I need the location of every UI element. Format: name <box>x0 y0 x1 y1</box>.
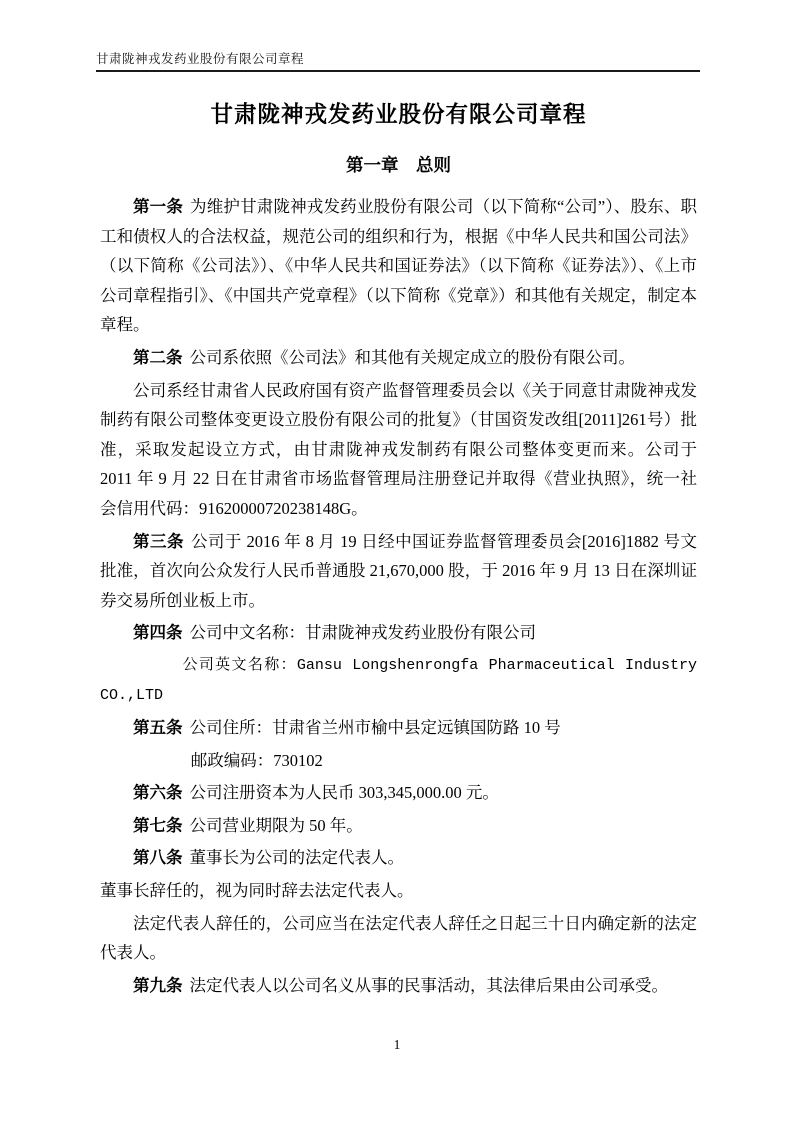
page-footer <box>0 1036 794 1054</box>
article-paragraph-3 <box>100 527 697 616</box>
article-paragraph-8-continuation-2 <box>100 909 697 968</box>
article-label: 第九条 <box>133 975 183 995</box>
article-text: 董事长辞任的，视为同时辞去法定代表人。 <box>100 881 414 901</box>
header-title: 甘肃陇神戎发药业股份有限公司章程 <box>96 52 305 66</box>
article-label: 第三条 <box>133 531 184 551</box>
article-paragraph-5 <box>100 713 697 743</box>
article-text: 公司系依照《公司法》和其他有关规定成立的股份有限公司。 <box>189 347 635 367</box>
article-label: 第二条 <box>133 347 183 367</box>
article-text: 法定代表人以公司名义从事的民事活动，其法律后果由公司承受。 <box>189 975 668 995</box>
article-label: 第五条 <box>133 718 183 738</box>
article-paragraph-6 <box>100 778 697 808</box>
article-text: 公司系经甘肃省人民政府国有资产监督管理委员会以《关于同意甘肃陇神戎发制药有限公司整体变更设立股份有限公司的批复》（甘国资发改组[2011]261号）批准，采取发起设立方式，由甘肃陇神戎发制药有限公司整体变更而来。公司于 2011 年 9 月 22 日在甘肃省市场监督管理局注册登记并取得《营业执照》，统一社会信用代码：91620000720238148G。 <box>100 380 697 518</box>
header-rule <box>96 70 700 72</box>
article-label: 第七条 <box>133 815 183 835</box>
article-text: 公司中文名称：甘肃陇神戎发药业股份有限公司 <box>189 623 536 643</box>
article-paragraph-2-continuation <box>100 376 697 524</box>
article-text: 公司注册资本为人民币 303,345,000.00 元。 <box>189 783 499 803</box>
article-paragraph-8 <box>100 843 697 873</box>
article-text: 公司营业期限为 50 年。 <box>189 815 363 835</box>
article-paragraph-8-continuation <box>100 876 697 906</box>
article-label: 第六条 <box>133 783 183 803</box>
article-label: 第四条 <box>133 623 183 643</box>
article-paragraph-4-english-name <box>100 651 697 710</box>
article-label: 第八条 <box>133 848 183 868</box>
page-header <box>96 52 700 72</box>
article-text: 公司住所：甘肃省兰州市榆中县定远镇国防路 10 号 <box>189 718 561 738</box>
article-text: 为维护甘肃陇神戎发药业股份有限公司（以下简称“公司”）、股东、职工和债权人的合法权益，规范公司的组织和行为，根据《中华人民共和国公司法》（以下简称《公司法》）、《中华人民共和国证券法》（以下简称《证券法》）、《上市公司章程指引》、《中国共产党章程》（以下简称《党章》）和其他有关规定，制定本章程。 <box>100 197 697 335</box>
article-text: 公司于 2016 年 8 月 19 日经中国证券监督管理委员会[2016]1882 号文批准，首次向公众发行人民币普通股 21,670,000 股，于 2016 年 9 月 13 日在深圳证券交易所创业板上市。 <box>100 531 697 610</box>
document-title: 甘肃陇神戎发药业股份有限公司章程 <box>210 102 587 127</box>
article-text: 董事长为公司的法定代表人。 <box>189 848 404 868</box>
article-text: 邮政编码：730102 <box>190 750 323 770</box>
document-body <box>100 100 697 1000</box>
article-text: 法定代表人辞任的，公司应当在法定代表人辞任之日起三十日内确定新的法定代表人。 <box>100 913 697 963</box>
article-text: 公司英文名称：Gansu Longshenrongfa Pharmaceutical Industry CO.,LTD <box>100 656 697 704</box>
article-paragraph-5-postcode <box>100 746 697 776</box>
article-paragraph-7 <box>100 811 697 841</box>
article-paragraph-2 <box>100 343 697 373</box>
article-paragraph-9 <box>100 971 697 1001</box>
article-label: 第一条 <box>133 197 184 216</box>
chapter-heading: 第一章 总则 <box>346 155 451 175</box>
article-paragraph-4 <box>100 618 697 648</box>
article-paragraph-1 <box>100 192 697 340</box>
page-number: 1 <box>393 1037 401 1052</box>
